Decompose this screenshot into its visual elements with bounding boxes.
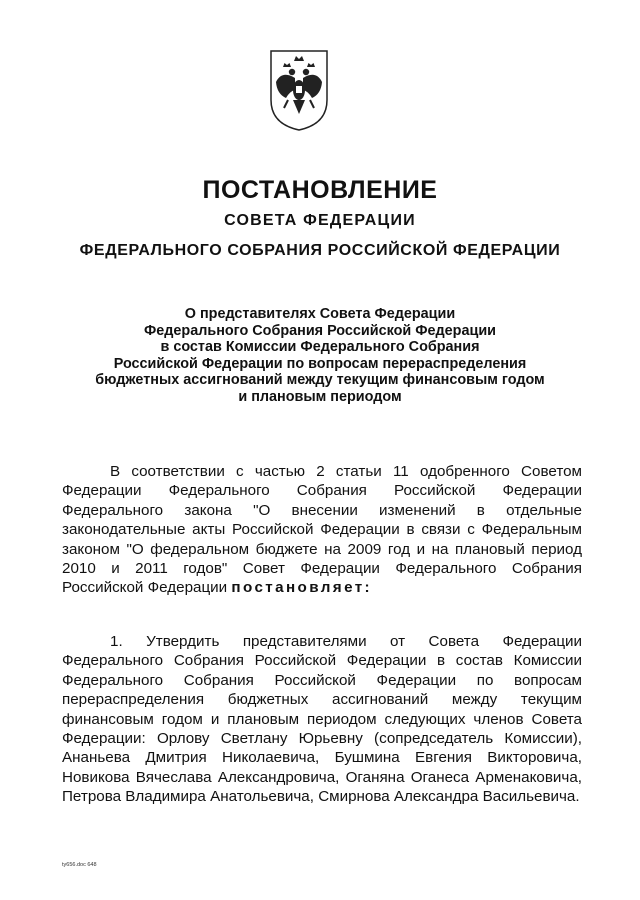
file-code: ty656.doc 648: [62, 862, 97, 868]
subject-line: и плановым периодом: [238, 388, 402, 405]
coat-of-arms-icon: [268, 48, 330, 132]
subject-line: бюджетных ассигнований между текущим финансовым годом: [95, 372, 545, 389]
issuer-line-1: СОВЕТА ФЕДЕРАЦИИ: [224, 212, 416, 229]
preamble-text: В соответствии с частью 2 статьи 11 одобренного Советом Федерации Федерального Собрания Российской Федерации Федерального закона "О внесении изменений в отдельные законодательные акты Российской Федерации в связи с Федеральным законом "О федеральном бюджете на 2009 год и на плановый период 2010 и 2011 годов" Совет Федерации Федерального Собрания Российской Федерации: [62, 463, 582, 597]
clause-1-paragraph: [62, 632, 582, 807]
issuer-line-2: ФЕДЕРАЛЬНОГО СОБРАНИЯ РОССИЙСКОЙ ФЕДЕРАЦИИ: [79, 242, 561, 259]
preamble-paragraph: [62, 462, 582, 598]
clause-1-text: 1. Утвердить представителями от Совета Федерации Федерального Собрания Российской Федерации в состав Комиссии Федерального Собрания Российской Федерации по вопросам перераспределения бюджетных ассигнований между текущим финансовым годом и плановым периодом следующих членов Совета Федерации: Орлову Светлану Юрьевну (сопредседатель Комиссии), Ананьева Дмитрия Николаевича, Бушмина Евгения Викторовича, Новикова Вячеслава Александровича, Оганяна Оганеса Арменаковича, Петрова Владимира Анатольевича, Смирнова Александра Васильевича.: [62, 633, 582, 806]
subject-line: О представителях Совета Федерации: [184, 306, 456, 322]
subject-line: Федерального Собрания Российской Федерации: [143, 322, 497, 339]
decree-word: постановляет:: [231, 579, 373, 597]
subject-line: в состав Комиссии Федерального Собрания: [160, 339, 480, 356]
document-title: ПОСТАНОВЛЕНИЕ: [202, 176, 438, 204]
resolution-subject: [60, 306, 580, 406]
subject-line: Российской Федерации по вопросам перераспределения: [113, 355, 527, 372]
